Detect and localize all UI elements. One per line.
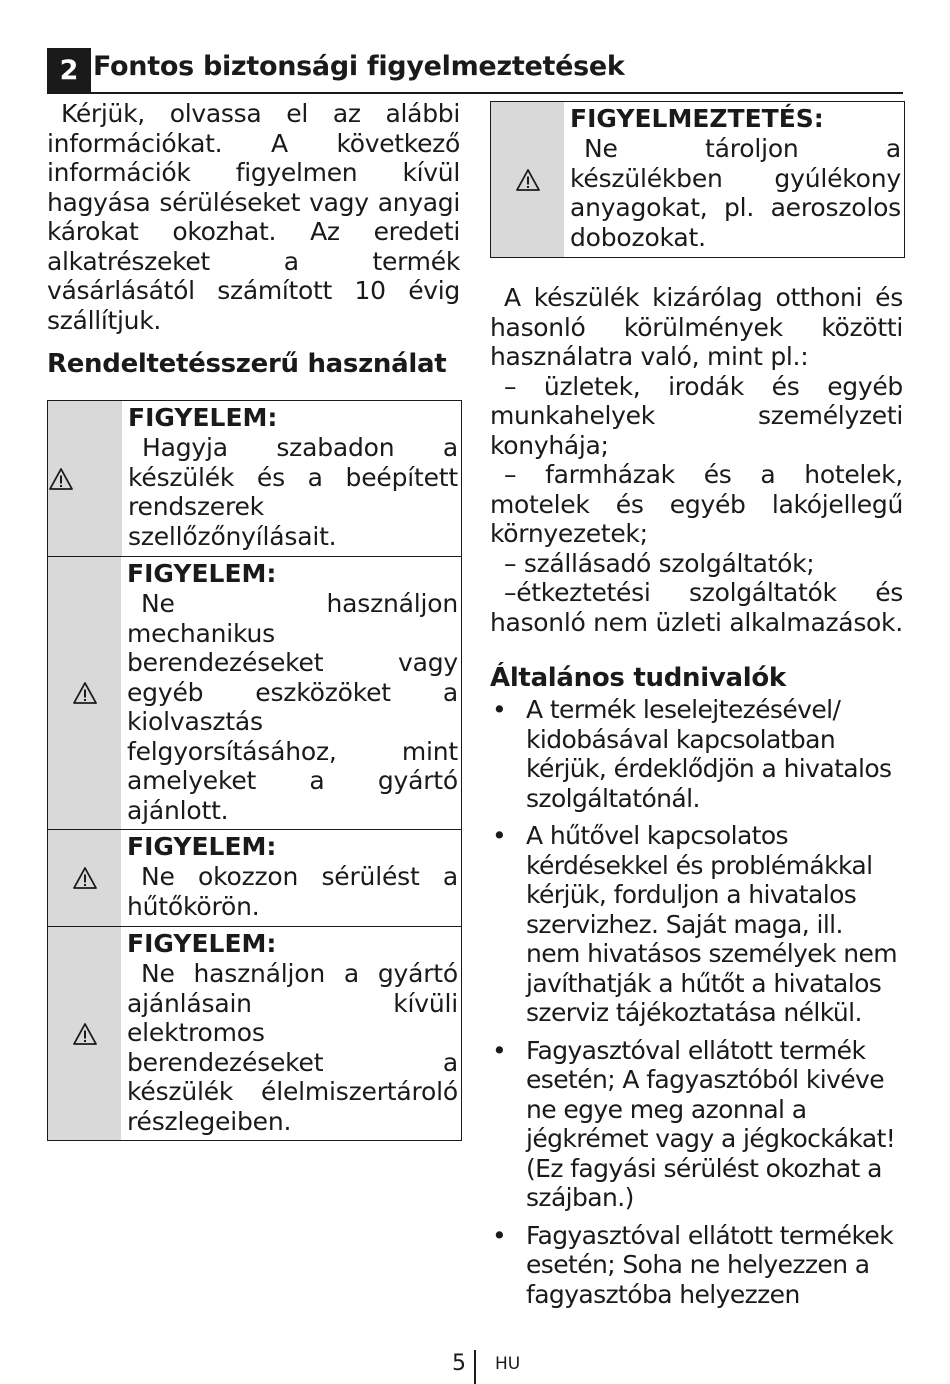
language-code: HU (495, 1354, 521, 1374)
section-heading-general-info: Általános tudnivalók (490, 663, 786, 693)
warning-text: Hagyja szabadon a készülék és a beépített rendszerek szellőzőnyílásait. (128, 433, 458, 551)
bullet-icon: • (492, 1220, 507, 1250)
warning-icon-cell (48, 557, 121, 829)
section-heading-intended-use: Rendeltetésszerű használat (47, 349, 447, 379)
warning-text: Ne használjon mechanikus berendezéseket vagy egyéb eszközöket a kiolvasztás felgyorsításához, mint amelyeket a gyártó ajánlott. (127, 589, 458, 825)
list-item-text: A termék leselejtezésével/ kidobásával kapcsolatban kérjük, érdeklődjön a hivatalos szolgáltatónál. (526, 695, 892, 813)
list-item-text: Fagyasztóval ellátott termékek esetén; Soha ne helyezzen a fagyasztóba helyezzen (526, 1220, 894, 1309)
general-info-list (490, 695, 903, 1309)
warning-icon-cell (491, 102, 564, 257)
warning-triangle-icon (73, 867, 97, 889)
warning-triangle-icon (73, 1023, 97, 1045)
usage-item: – farmházak és a hotelek, motelek és egyéb lakójellegű környezetek; (490, 460, 903, 548)
warning-text: Ne használjon a gyártó ajánlásain kívüli elektromos berendezéseket a készülék élelmiszertároló részlegeiben. (127, 959, 458, 1136)
chapter-title: Fontos biztonsági figyelmeztetések (93, 51, 625, 82)
bullet-icon: • (492, 1035, 507, 1065)
list-item (490, 821, 903, 1028)
warning-box (490, 101, 905, 258)
warning-row (48, 401, 461, 556)
warning-text-cell (564, 102, 904, 257)
page-footer (0, 1348, 950, 1384)
warning-text: Ne okozzon sérülést a hűtőkörön. (127, 862, 458, 921)
warning-row (491, 102, 904, 257)
bullet-icon: • (492, 821, 507, 850)
bullet-icon: • (492, 695, 507, 724)
warning-row (48, 556, 461, 829)
page-number: 5 (452, 1351, 466, 1376)
warning-icon-cell (48, 830, 121, 926)
warning-row (48, 829, 461, 926)
list-item-text: A hűtővel kapcsolatos kérdésekkel és problémákkal kérjük, forduljon a hivatalos szervizhez. Saját maga, ill. nem hivatásos személyek nem javíthatják a hűtőt a hivatalos szerviz tájékoztatása nélkül. (526, 821, 898, 1027)
left-column (47, 99, 460, 1141)
warning-title: FIGYELMEZTETÉS: (570, 104, 824, 133)
usage-item: – szállásadó szolgáltatók; (504, 548, 815, 578)
usage-item: –étkeztetési szolgáltatók és hasonló nem üzleti alkalmazások. (490, 578, 903, 637)
footer-divider (474, 1350, 476, 1384)
warning-table (47, 400, 462, 1141)
warning-triangle-icon (73, 682, 97, 704)
list-item-text: Fagyasztóval ellátott termék esetén; A fagyasztóból kivéve ne egye meg azonnal a jégkrémet vagy a jégkockákat! (Ez fagyási sérülést okozhat a szájban.) (526, 1035, 896, 1212)
usage-intro: A készülék kizárólag otthoni és hasonló körülmények közötti használatra való, mint pl.: (490, 283, 903, 371)
warning-text: Ne tároljon a készülékben gyúlékony anyagokat, pl. aeroszolos dobozokat. (570, 134, 901, 252)
warning-triangle-icon (516, 169, 540, 191)
list-item (490, 1221, 903, 1310)
usage-item: – üzletek, irodák és egyéb munkahelyek személyzeti konyhája; (490, 371, 903, 460)
warning-text-cell (121, 557, 461, 829)
list-item (490, 1036, 903, 1213)
warning-title: FIGYELEM: (127, 832, 277, 861)
right-column (490, 101, 903, 1317)
warning-triangle-icon (49, 468, 73, 490)
warning-icon-cell (48, 401, 122, 556)
warning-text-cell (122, 401, 461, 556)
intro-paragraph: Kérjük, olvassa el az alábbi információkat. A következő információk figyelmen kívül hagyása sérüléseket vagy anyagi károkat okozhat. Az eredeti alkatrészeket a termék vásárlásától számított 10 évig szállítjuk. (47, 99, 460, 335)
warning-row (48, 926, 461, 1140)
chapter-header (47, 48, 903, 94)
warning-icon-cell (48, 927, 121, 1140)
warning-title: FIGYELEM: (127, 929, 277, 958)
chapter-number: 2 (47, 48, 91, 92)
warning-title: FIGYELEM: (128, 403, 278, 432)
list-item (490, 695, 903, 813)
warning-text-cell (121, 927, 461, 1140)
warning-title: FIGYELEM: (127, 559, 277, 588)
warning-text-cell (121, 830, 461, 926)
